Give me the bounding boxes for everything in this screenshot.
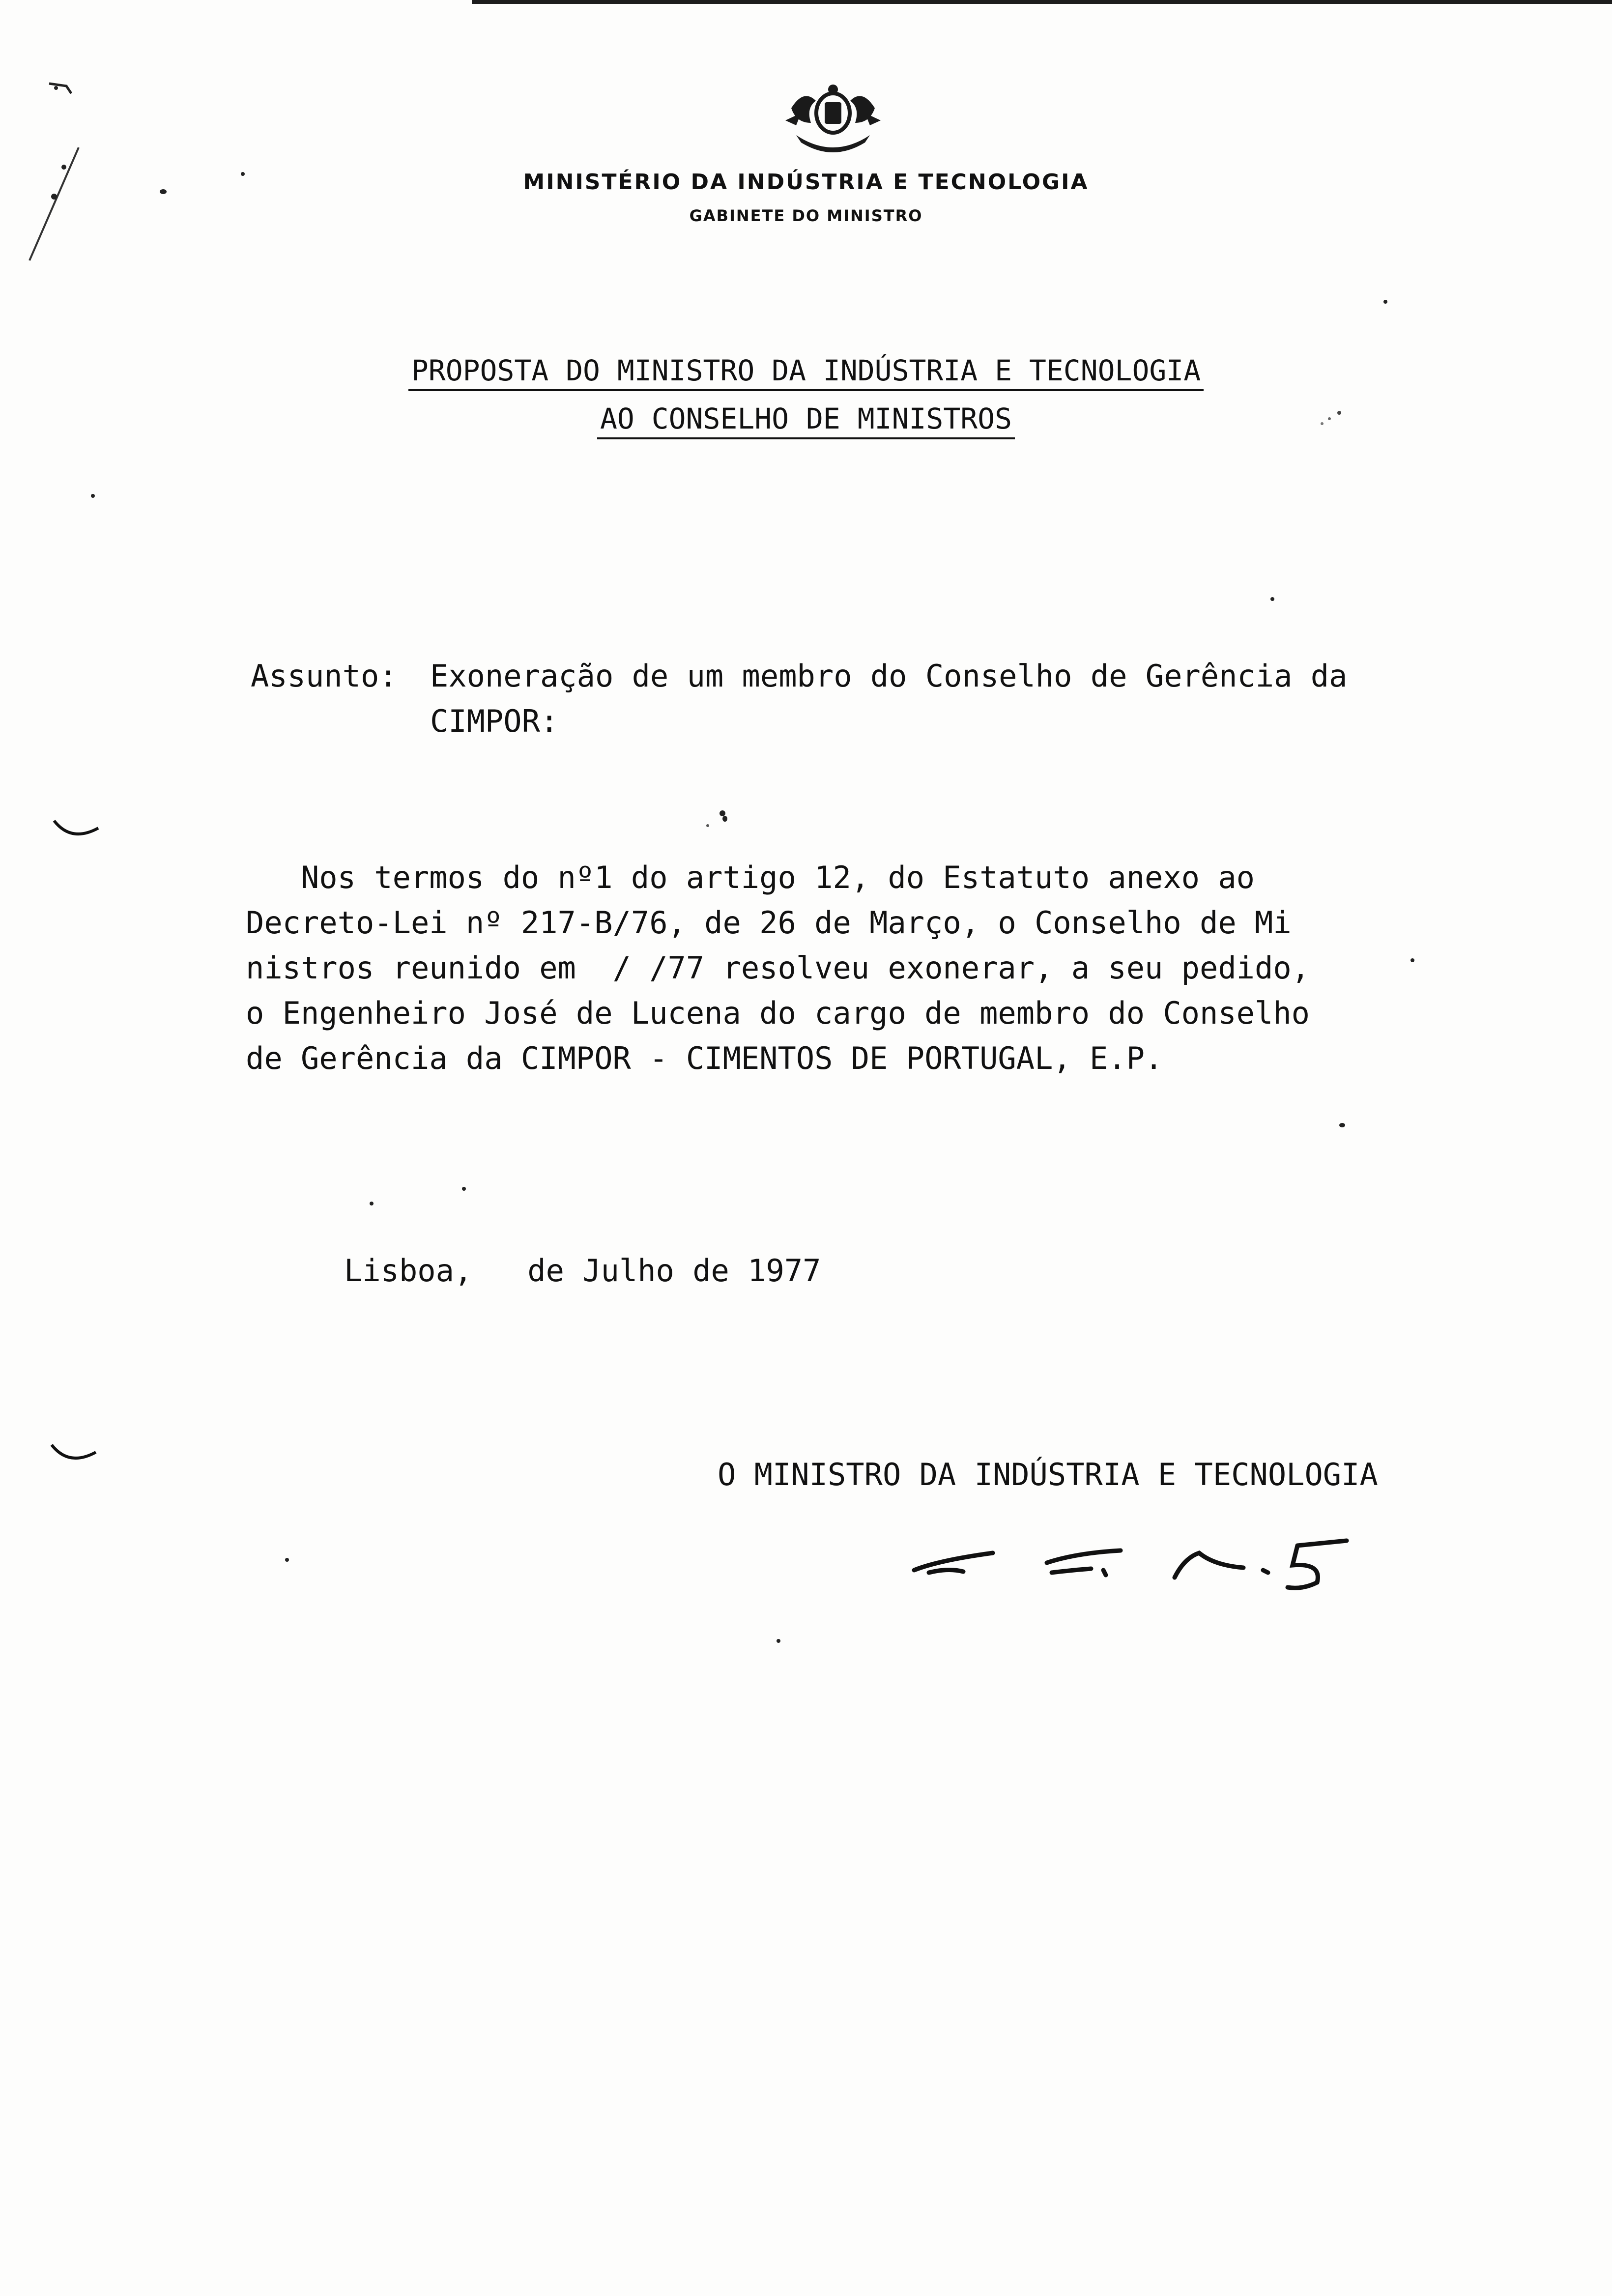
coat-of-arms-emblem bbox=[781, 79, 885, 162]
document-title-line-2 bbox=[0, 402, 1612, 435]
subject-text: Exoneração de um membro do Conselho de Gerência da CIMPOR: bbox=[430, 658, 1348, 739]
ministry-name: MINISTÉRIO DA INDÚSTRIA E TECNOLOGIA bbox=[523, 170, 1089, 195]
margin-speck bbox=[285, 1558, 289, 1562]
margin-arc-mark bbox=[52, 816, 101, 845]
signatory-title: O MINISTRO DA INDÚSTRIA E TECNOLOGIA bbox=[718, 1457, 1378, 1492]
margin-speck bbox=[777, 1639, 780, 1643]
subject-label: Assunto: bbox=[251, 658, 398, 694]
margin-slash-mark bbox=[25, 138, 84, 265]
handwritten-signature bbox=[909, 1523, 1361, 1592]
margin-speck bbox=[91, 494, 95, 498]
document-title-line-2-text: AO CONSELHO DE MINISTROS bbox=[597, 402, 1015, 439]
margin-speck bbox=[1383, 300, 1387, 304]
body-paragraph: Nos termos do nº1 do artigo 12, do Estatuto anexo ao Decreto-Lei nº 217-B/76, de 26 de Março, o Conselho de Mi nistros reunido em / /77 resolveu exonerar, a seu pedido, o Engenheiro José de Lucena do cargo de membro do Conselho de Gerência da CIMPOR - CIMENTOS DE PORTUGAL, E.P. bbox=[246, 860, 1310, 1076]
margin-dot-mark bbox=[1317, 408, 1347, 428]
cabinet-name: GABINETE DO MINISTRO bbox=[689, 206, 923, 225]
margin-speck bbox=[1339, 1123, 1345, 1127]
margin-speck bbox=[1270, 597, 1274, 601]
document-title-line-1-text: PROPOSTA DO MINISTRO DA INDÚSTRIA E TECNOLOGIA bbox=[408, 354, 1204, 391]
top-edge-rule bbox=[472, 0, 1612, 4]
margin-speck bbox=[241, 172, 245, 176]
document-title-line-1 bbox=[0, 354, 1612, 387]
margin-speck bbox=[1410, 958, 1414, 962]
margin-tick-mark bbox=[47, 79, 76, 98]
margin-speck bbox=[160, 189, 167, 194]
margin-speck bbox=[370, 1202, 374, 1205]
margin-dot-mark bbox=[703, 806, 732, 831]
margin-arc-mark bbox=[49, 1440, 98, 1469]
date-line: Lisboa, de Julho de 1977 bbox=[344, 1253, 821, 1289]
margin-speck bbox=[462, 1187, 466, 1191]
